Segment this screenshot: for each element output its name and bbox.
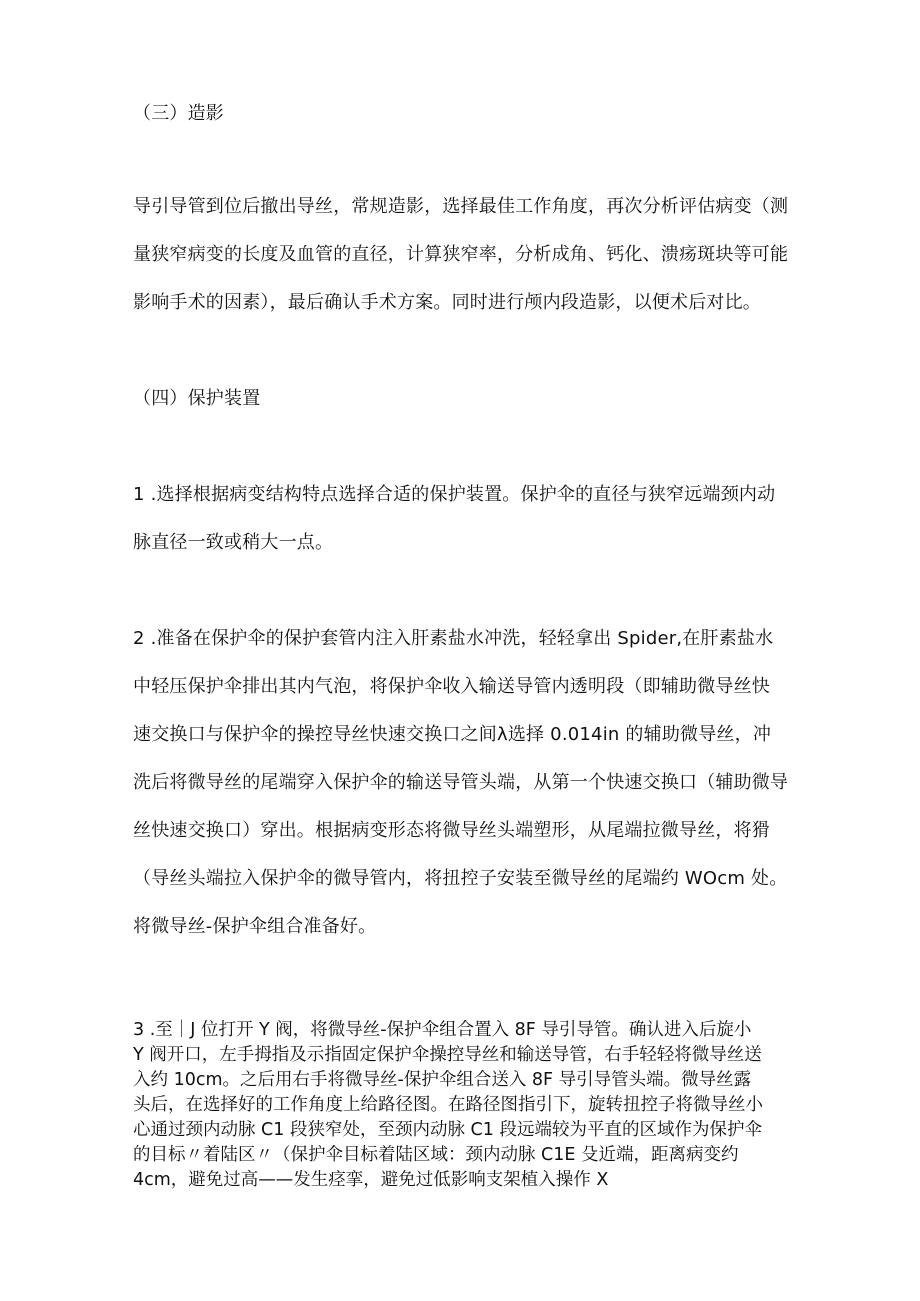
list-item-2-line: 速交换口与保护伞的操控导丝快速交换口之间λ选择 0.014in 的辅助微导丝，冲: [133, 724, 772, 745]
list-item-3-line: 入约 10cm。之后用右手将微导丝-保护伞组合送入 8F 导引导管头端。微导丝露: [133, 1070, 752, 1090]
list-item-3-line: 的目标〃着陆区〃（保护伞目标着陆区域：颈内动脉 C1E 殳近端，距离病变约: [133, 1145, 739, 1165]
list-item-3-line: 头后，在选择好的工作角度上给路径图。在路径图指引下，旋转扭控子将微导丝小: [133, 1095, 763, 1115]
list-item-2-line: 2 .准备在保护伞的保护套管内注入肝素盐水冲洗，轻轻拿出 Spider,在肝素盐水: [133, 628, 774, 649]
list-item-1-line: 1 .选择根据病变结构特点选择合适的保护装置。保护伞的直径与狭窄远端颈内动: [133, 484, 776, 505]
list-item-2-line: （导丝头端拉入保护伞的微导管内，将扭控子安装至微导丝的尾端约 WOcm 处。: [133, 868, 788, 889]
list-item-3-line: Y 阀开口，左手拇指及示指固定保护伞操控导丝和输送导管，右手轻轻将微导丝送: [133, 1045, 762, 1065]
list-item-2-line: 丝快速交换口）穿出。根据病变形态将微导丝头端塑形，从尾端拉微导丝，将猾: [133, 820, 770, 841]
list-item-1-line: 脉直径一致或稍大一点。: [133, 532, 334, 553]
list-item-2-line: 将微导丝-保护伞组合准备好。: [133, 916, 377, 937]
paragraph-line: 导引导管到位后撤出导丝，常规造影，选择最佳工作角度，再次分析评估病变（测: [133, 196, 789, 217]
list-item-3-line: 4cm，避免过高——发生痉挛，避免过低影响支架植入操作 X: [133, 1170, 609, 1190]
list-item-2-line: 洗后将微导丝的尾端穿入保护伞的输送导管头端，从第一个快速交换口（辅助微导: [133, 772, 789, 793]
list-item-2-line: 中轻压保护伞排出其内气泡，将保护伞收入输送导管内透明段（即辅助微导丝快: [133, 676, 770, 697]
list-item-3-line: 心通过颈内动脉 C1 段狭窄处，至颈内动脉 C1 段远端较为平直的区域作为保护伞: [133, 1120, 762, 1140]
paragraph-line: 量狭窄病变的长度及血管的直径，计算狭窄率，分析成角、钙化、溃疡斑块等可能: [133, 244, 789, 265]
list-item-3-line: 3 .至｜J 位打开 Y 阀，将微导丝-保护伞组合置入 8F 导引导管。确认进入后旋小: [133, 1020, 752, 1040]
section-heading-angiography: （三）造影: [133, 103, 224, 124]
paragraph-line: 影响手术的因素），最后确认手术方案。同时进行颅内段造影，以便术后对比。: [133, 292, 761, 313]
section-heading-protection-device: （四）保护装置: [133, 388, 261, 409]
